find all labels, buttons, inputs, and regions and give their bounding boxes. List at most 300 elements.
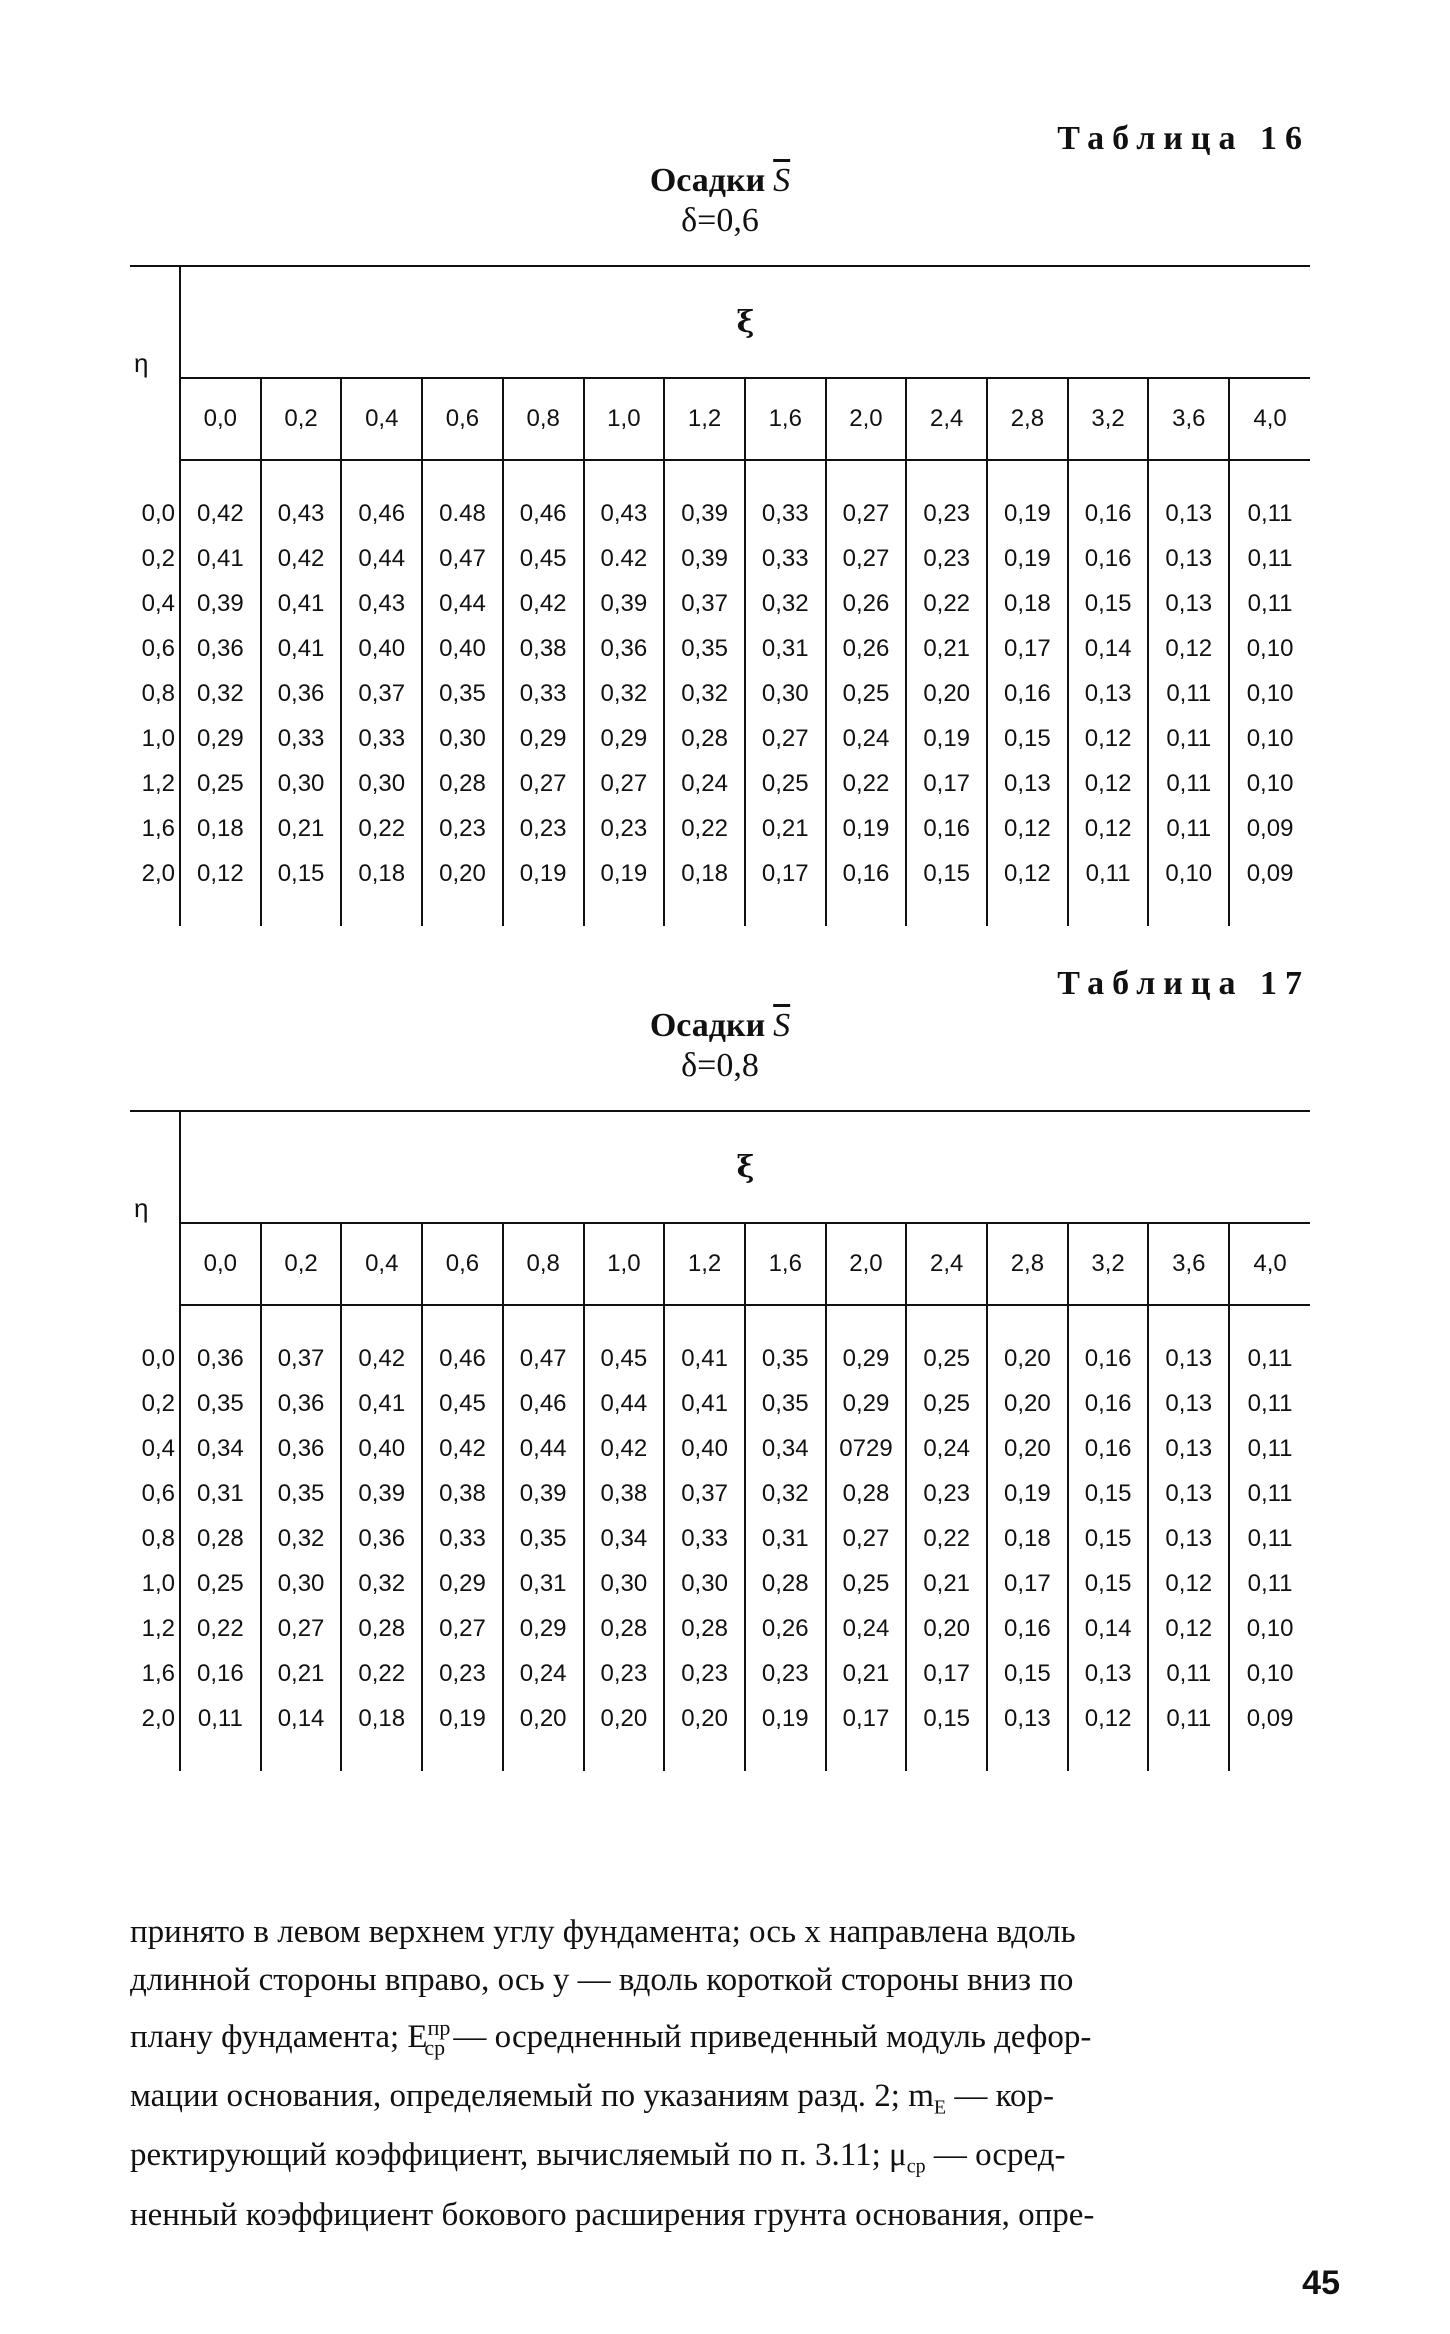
settlement-value: 0,30 xyxy=(422,716,503,761)
settlement-value: 0,11 xyxy=(1148,671,1229,716)
spacer-row xyxy=(130,1741,1310,1771)
column-header: 4,0 xyxy=(1229,378,1310,460)
settlement-value: 0,34 xyxy=(745,1426,826,1471)
settlement-value: 0,23 xyxy=(584,806,665,851)
settlement-value: 0,24 xyxy=(826,1606,907,1651)
settlement-value: 0,15 xyxy=(1068,1561,1149,1606)
table-row xyxy=(130,1471,1310,1516)
settlement-value: 0,45 xyxy=(422,1381,503,1426)
text-line: ненный коэффициент бокового расширения грунта основания, опре- xyxy=(130,2196,1095,2233)
settlement-value: 0,13 xyxy=(1148,491,1229,536)
settlement-value: 0,19 xyxy=(987,1471,1068,1516)
table-label: Таблица 17 xyxy=(1057,965,1310,1002)
table-row xyxy=(130,491,1310,536)
table-row xyxy=(130,1426,1310,1471)
title-text: Осадки xyxy=(649,1007,766,1044)
column-header: 0,6 xyxy=(422,378,503,460)
settlement-value: 0,36 xyxy=(584,626,665,671)
settlement-value: 0,13 xyxy=(1148,1516,1229,1561)
column-header: 2,8 xyxy=(987,1223,1068,1305)
settlement-value: 0,12 xyxy=(987,806,1068,851)
settlement-value: 0,10 xyxy=(1229,626,1310,671)
eta-value: 0,2 xyxy=(130,1381,180,1426)
eta-value: 0,0 xyxy=(130,1336,180,1381)
settlement-value: 0,28 xyxy=(584,1606,665,1651)
settlement-value: 0,25 xyxy=(906,1336,987,1381)
settlement-value: 0,32 xyxy=(745,1471,826,1516)
settlement-value: 0,26 xyxy=(745,1606,826,1651)
settlement-value: 0,13 xyxy=(1148,1381,1229,1426)
settlement-value: 0,14 xyxy=(261,1696,342,1741)
settlement-value: 0,27 xyxy=(826,491,907,536)
settlement-value: 0,20 xyxy=(987,1336,1068,1381)
settlement-value: 0,28 xyxy=(745,1561,826,1606)
settlement-value: 0,14 xyxy=(1068,626,1149,671)
settlement-value: 0,17 xyxy=(745,851,826,896)
settlement-value: 0,16 xyxy=(1068,491,1149,536)
settlement-value: 0,42 xyxy=(341,1336,422,1381)
column-header-row xyxy=(130,1223,1310,1305)
eta-value: 0,6 xyxy=(130,626,180,671)
settlement-value: 0,39 xyxy=(180,581,261,626)
settlement-value: 0,42 xyxy=(261,536,342,581)
settlement-value: 0,28 xyxy=(341,1606,422,1651)
settlement-value: 0,13 xyxy=(1148,1471,1229,1516)
settlement-value: 0,18 xyxy=(664,851,745,896)
settlement-value: 0,33 xyxy=(745,491,826,536)
settlement-value: 0,22 xyxy=(341,1651,422,1696)
settlement-value: 0,23 xyxy=(664,1651,745,1696)
settlement-value: 0,39 xyxy=(341,1471,422,1516)
settlement-table-16 xyxy=(130,265,1310,926)
column-header: 0,8 xyxy=(503,1223,584,1305)
settlement-value: 0,19 xyxy=(906,716,987,761)
settlement-value: 0,30 xyxy=(745,671,826,716)
settlement-value: 0,23 xyxy=(503,806,584,851)
table-subtitle: δ=0,8 xyxy=(681,1047,759,1084)
xi-header: ξ xyxy=(180,1111,1310,1223)
settlement-value: 0,37 xyxy=(341,671,422,716)
column-header: 2,4 xyxy=(906,1223,987,1305)
settlement-value: 0,11 xyxy=(1229,491,1310,536)
settlement-value: 0,22 xyxy=(906,581,987,626)
settlement-value: 0,28 xyxy=(664,716,745,761)
settlement-value: 0,41 xyxy=(664,1381,745,1426)
settlement-value: 0,47 xyxy=(422,536,503,581)
settlement-value: 0,29 xyxy=(503,716,584,761)
column-header: 3,6 xyxy=(1148,1223,1229,1305)
settlement-value: 0,12 xyxy=(987,851,1068,896)
settlement-value: 0,33 xyxy=(341,716,422,761)
table-title xyxy=(130,162,1310,200)
settlement-value: 0,37 xyxy=(261,1336,342,1381)
settlement-value: 0,22 xyxy=(664,806,745,851)
settlement-value: 0,12 xyxy=(1068,716,1149,761)
settlement-value: 0,43 xyxy=(584,491,665,536)
settlement-value: 0,11 xyxy=(1229,581,1310,626)
settlement-value: 0,13 xyxy=(1068,671,1149,716)
xi-header: ξ xyxy=(180,266,1310,378)
settlement-value: 0,11 xyxy=(1068,851,1149,896)
subscript: ср xyxy=(424,2034,446,2060)
settlement-value: 0.48 xyxy=(422,491,503,536)
eta-value: 1,0 xyxy=(130,1561,180,1606)
settlement-value: 0,20 xyxy=(906,671,987,716)
settlement-value: 0,21 xyxy=(261,1651,342,1696)
settlement-value: 0,32 xyxy=(180,671,261,716)
settlement-value: 0,12 xyxy=(1148,626,1229,671)
settlement-value: 0,24 xyxy=(664,761,745,806)
settlement-value: 0,11 xyxy=(1148,716,1229,761)
table-row xyxy=(130,626,1310,671)
table-row xyxy=(130,806,1310,851)
settlement-value: 0,46 xyxy=(503,1381,584,1426)
settlement-value: 0,46 xyxy=(422,1336,503,1381)
eta-header: η xyxy=(130,266,180,460)
settlement-value: 0,23 xyxy=(906,491,987,536)
settlement-value: 0,31 xyxy=(745,626,826,671)
settlement-value: 0,17 xyxy=(906,1651,987,1696)
column-header: 1,6 xyxy=(745,378,826,460)
settlement-value: 0,41 xyxy=(261,626,342,671)
column-header: 1,0 xyxy=(584,1223,665,1305)
settlement-value: 0,16 xyxy=(987,1606,1068,1651)
settlement-value: 0,39 xyxy=(584,581,665,626)
settlement-value: 0,41 xyxy=(664,1336,745,1381)
settlement-value: 0,17 xyxy=(987,1561,1068,1606)
settlement-value: 0,31 xyxy=(180,1471,261,1516)
table-row xyxy=(130,1696,1310,1741)
settlement-value: 0,12 xyxy=(1068,761,1149,806)
eta-value: 0,6 xyxy=(130,1471,180,1516)
settlement-value: 0,12 xyxy=(1148,1606,1229,1651)
column-header: 1,2 xyxy=(664,378,745,460)
settlement-value: 0,13 xyxy=(1148,581,1229,626)
settlement-symbol: $\overline{S}$ xyxy=(773,162,791,199)
settlement-value: 0,32 xyxy=(584,671,665,716)
column-header: 3,2 xyxy=(1068,1223,1149,1305)
column-header: 2,0 xyxy=(826,378,907,460)
settlement-value: 0,25 xyxy=(745,761,826,806)
title-text: Осадки xyxy=(649,162,766,199)
settlement-value: 0,14 xyxy=(1068,1606,1149,1651)
settlement-value: 0,20 xyxy=(906,1606,987,1651)
settlement-value: 0,17 xyxy=(987,626,1068,671)
settlement-value: 0,36 xyxy=(341,1516,422,1561)
column-header: 0,0 xyxy=(180,378,261,460)
settlement-value: 0,35 xyxy=(745,1336,826,1381)
settlement-value: 0,10 xyxy=(1229,671,1310,716)
settlement-value: 0,13 xyxy=(1068,1651,1149,1696)
settlement-value: 0,22 xyxy=(341,806,422,851)
settlement-value: 0,13 xyxy=(987,1696,1068,1741)
table-body xyxy=(130,1305,1310,1771)
settlement-value: 0,37 xyxy=(664,1471,745,1516)
settlement-value: 0,09 xyxy=(1229,1696,1310,1741)
spacer-row xyxy=(130,460,1310,491)
settlement-value: 0,17 xyxy=(906,761,987,806)
settlement-value: 0,11 xyxy=(180,1696,261,1741)
eta-value: 0,8 xyxy=(130,671,180,716)
eta-value: 2,0 xyxy=(130,851,180,896)
settlement-value: 0,29 xyxy=(422,1561,503,1606)
column-header: 0,2 xyxy=(261,1223,342,1305)
settlement-value: 0,42 xyxy=(503,581,584,626)
column-header: 0,6 xyxy=(422,1223,503,1305)
table-row xyxy=(130,716,1310,761)
settlement-value: 0,25 xyxy=(826,671,907,716)
settlement-value: 0,29 xyxy=(826,1336,907,1381)
settlement-value: 0,18 xyxy=(987,1516,1068,1561)
settlement-value: 0,16 xyxy=(987,671,1068,716)
table-row xyxy=(130,1606,1310,1651)
table-row xyxy=(130,1336,1310,1381)
eta-value: 1,0 xyxy=(130,716,180,761)
table-title xyxy=(130,1007,1310,1045)
settlement-value: 0,29 xyxy=(503,1606,584,1651)
eta-value: 0,4 xyxy=(130,1426,180,1471)
settlement-value: 0,34 xyxy=(584,1516,665,1561)
settlement-value: 0,43 xyxy=(261,491,342,536)
settlement-value: 0,40 xyxy=(341,626,422,671)
settlement-value: 0,11 xyxy=(1229,1381,1310,1426)
column-header: 0,0 xyxy=(180,1223,261,1305)
settlement-value: 0,12 xyxy=(1068,806,1149,851)
settlement-value: 0,11 xyxy=(1229,536,1310,581)
settlement-value: 0,33 xyxy=(503,671,584,716)
settlement-value: 0,19 xyxy=(826,806,907,851)
settlement-value: 0,28 xyxy=(826,1471,907,1516)
settlement-value: 0,35 xyxy=(422,671,503,716)
settlement-value: 0,31 xyxy=(503,1561,584,1606)
settlement-value: 0,15 xyxy=(1068,1471,1149,1516)
settlement-value: 0,35 xyxy=(180,1381,261,1426)
eta-value: 0,4 xyxy=(130,581,180,626)
settlement-value: 0,24 xyxy=(906,1426,987,1471)
settlement-symbol: $\overline{S}$ xyxy=(773,1007,791,1044)
settlement-value: 0,38 xyxy=(422,1471,503,1516)
settlement-value: 0,40 xyxy=(422,626,503,671)
settlement-value: 0,27 xyxy=(422,1606,503,1651)
settlement-value: 0,15 xyxy=(987,716,1068,761)
settlement-value: 0,23 xyxy=(745,1651,826,1696)
settlement-value: 0,11 xyxy=(1148,761,1229,806)
settlement-value: 0,33 xyxy=(261,716,342,761)
settlement-value: 0,34 xyxy=(180,1426,261,1471)
settlement-value: 0,15 xyxy=(906,851,987,896)
settlement-value: 0,29 xyxy=(584,716,665,761)
eta-value: 0,0 xyxy=(130,491,180,536)
column-header: 2,4 xyxy=(906,378,987,460)
settlement-value: 0,15 xyxy=(906,1696,987,1741)
column-header: 0,2 xyxy=(261,378,342,460)
subscript: ср xyxy=(906,2155,926,2178)
settlement-value: 0,36 xyxy=(180,1336,261,1381)
settlement-value: 0,19 xyxy=(987,491,1068,536)
settlement-value: 0,16 xyxy=(1068,536,1149,581)
eta-value: 1,2 xyxy=(130,1606,180,1651)
settlement-value: 0,21 xyxy=(745,806,826,851)
settlement-value: 0,18 xyxy=(987,581,1068,626)
settlement-value: 0,12 xyxy=(1148,1561,1229,1606)
settlement-value: 0,36 xyxy=(261,1426,342,1471)
settlement-value: 0,20 xyxy=(987,1426,1068,1471)
settlement-value: 0,47 xyxy=(503,1336,584,1381)
settlement-value: 0,22 xyxy=(826,761,907,806)
settlement-value: 0,35 xyxy=(664,626,745,671)
settlement-value: 0,43 xyxy=(341,581,422,626)
settlement-value: 0,36 xyxy=(261,671,342,716)
settlement-value: 0,30 xyxy=(261,1561,342,1606)
settlement-value: 0,16 xyxy=(1068,1381,1149,1426)
settlement-value: 0,10 xyxy=(1148,851,1229,896)
settlement-value: 0,20 xyxy=(584,1696,665,1741)
settlement-value: 0,18 xyxy=(341,1696,422,1741)
settlement-value: 0,33 xyxy=(422,1516,503,1561)
settlement-value: 0.42 xyxy=(584,536,665,581)
settlement-value: 0,17 xyxy=(826,1696,907,1741)
settlement-value: 0,29 xyxy=(180,716,261,761)
settlement-value: 0,20 xyxy=(503,1696,584,1741)
spacer-row xyxy=(130,896,1310,926)
table-row xyxy=(130,581,1310,626)
settlement-value: 0,28 xyxy=(180,1516,261,1561)
settlement-value: 0,27 xyxy=(826,1516,907,1561)
settlement-value: 0,09 xyxy=(1229,851,1310,896)
settlement-value: 0,13 xyxy=(1148,536,1229,581)
settlement-value: 0,24 xyxy=(826,716,907,761)
settlement-value: 0,35 xyxy=(745,1381,826,1426)
settlement-value: 0,44 xyxy=(503,1426,584,1471)
settlement-value: 0,29 xyxy=(826,1381,907,1426)
settlement-value: 0,20 xyxy=(664,1696,745,1741)
settlement-value: 0,27 xyxy=(745,716,826,761)
column-header: 3,6 xyxy=(1148,378,1229,460)
text-line: принято в левом верхнем углу фундамента; ось x направлена вдоль xyxy=(130,1914,1076,1950)
settlement-value: 0,44 xyxy=(341,536,422,581)
settlement-value: 0,41 xyxy=(341,1381,422,1426)
settlement-value: 0,20 xyxy=(422,851,503,896)
table-row xyxy=(130,1516,1310,1561)
settlement-value: 0729 xyxy=(826,1426,907,1471)
settlement-value: 0,11 xyxy=(1229,1426,1310,1471)
settlement-value: 0,21 xyxy=(906,1561,987,1606)
settlement-value: 0,19 xyxy=(503,851,584,896)
settlement-value: 0,11 xyxy=(1229,1561,1310,1606)
settlement-value: 0,19 xyxy=(987,536,1068,581)
settlement-value: 0,40 xyxy=(664,1426,745,1471)
settlement-value: 0,46 xyxy=(503,491,584,536)
settlement-value: 0,46 xyxy=(341,491,422,536)
table-row xyxy=(130,536,1310,581)
eta-value: 0,2 xyxy=(130,536,180,581)
settlement-value: 0,25 xyxy=(180,761,261,806)
settlement-value: 0,35 xyxy=(503,1516,584,1561)
table-row xyxy=(130,761,1310,806)
settlement-value: 0,19 xyxy=(422,1696,503,1741)
text-line: длинной стороны вправо, ось y — вдоль короткой стороны вниз по xyxy=(130,1962,1074,1998)
table-16-block xyxy=(130,110,1310,930)
settlement-value: 0,32 xyxy=(745,581,826,626)
settlement-value: 0,40 xyxy=(341,1426,422,1471)
table-17-block xyxy=(130,955,1310,1855)
settlement-value: 0,44 xyxy=(422,581,503,626)
settlement-value: 0,44 xyxy=(584,1381,665,1426)
settlement-value: 0,33 xyxy=(745,536,826,581)
settlement-value: 0,20 xyxy=(987,1381,1068,1426)
settlement-value: 0,26 xyxy=(826,626,907,671)
table-row xyxy=(130,671,1310,716)
settlement-value: 0,27 xyxy=(584,761,665,806)
column-header: 2,0 xyxy=(826,1223,907,1305)
settlement-value: 0,18 xyxy=(341,851,422,896)
settlement-value: 0,30 xyxy=(584,1561,665,1606)
page-number: 45 xyxy=(1302,2264,1340,2302)
settlement-value: 0,42 xyxy=(422,1426,503,1471)
settlement-value: 0,21 xyxy=(261,806,342,851)
text-line: ректирующий коэффициент, вычисляемый по п. 3.11; $\mu_{ср}$ — осред- xyxy=(130,2137,1066,2178)
settlement-value: 0,13 xyxy=(987,761,1068,806)
settlement-value: 0,42 xyxy=(584,1426,665,1471)
table-row xyxy=(130,1561,1310,1606)
column-header-row xyxy=(130,378,1310,460)
settlement-value: 0,30 xyxy=(664,1561,745,1606)
settlement-value: 0,25 xyxy=(180,1561,261,1606)
settlement-value: 0,23 xyxy=(422,1651,503,1696)
eta-value: 1,6 xyxy=(130,806,180,851)
table-body xyxy=(130,460,1310,926)
table-row xyxy=(130,1651,1310,1696)
settlement-value: 0,23 xyxy=(422,806,503,851)
eta-value: 2,0 xyxy=(130,1696,180,1741)
column-header: 0,8 xyxy=(503,378,584,460)
settlement-value: 0,32 xyxy=(664,671,745,716)
settlement-value: 0,15 xyxy=(261,851,342,896)
settlement-value: 0,12 xyxy=(180,851,261,896)
column-header: 1,2 xyxy=(664,1223,745,1305)
settlement-value: 0,18 xyxy=(180,806,261,851)
table-row xyxy=(130,851,1310,896)
settlement-value: 0,27 xyxy=(826,536,907,581)
settlement-table-17 xyxy=(130,1110,1310,1771)
settlement-value: 0,19 xyxy=(745,1696,826,1741)
settlement-value: 0,32 xyxy=(261,1516,342,1561)
settlement-value: 0,10 xyxy=(1229,761,1310,806)
settlement-value: 0,16 xyxy=(826,851,907,896)
settlement-value: 0,30 xyxy=(261,761,342,806)
settlement-value: 0,41 xyxy=(261,581,342,626)
column-header: 2,8 xyxy=(987,378,1068,460)
column-header: 0,4 xyxy=(341,378,422,460)
settlement-value: 0,41 xyxy=(180,536,261,581)
superscript: пр xyxy=(427,2015,451,2040)
settlement-value: 0,23 xyxy=(906,1471,987,1516)
settlement-value: 0,26 xyxy=(826,581,907,626)
settlement-value: 0,10 xyxy=(1229,1651,1310,1696)
column-header: 3,2 xyxy=(1068,378,1149,460)
settlement-value: 0,16 xyxy=(906,806,987,851)
settlement-value: 0,11 xyxy=(1148,1651,1229,1696)
spacer-row xyxy=(130,1305,1310,1336)
settlement-value: 0,36 xyxy=(261,1381,342,1426)
settlement-value: 0,24 xyxy=(503,1651,584,1696)
settlement-value: 0,28 xyxy=(422,761,503,806)
settlement-value: 0,30 xyxy=(341,761,422,806)
settlement-value: 0,11 xyxy=(1229,1516,1310,1561)
settlement-value: 0,36 xyxy=(180,626,261,671)
table-row xyxy=(130,1381,1310,1426)
body-paragraph xyxy=(130,1908,1320,2239)
